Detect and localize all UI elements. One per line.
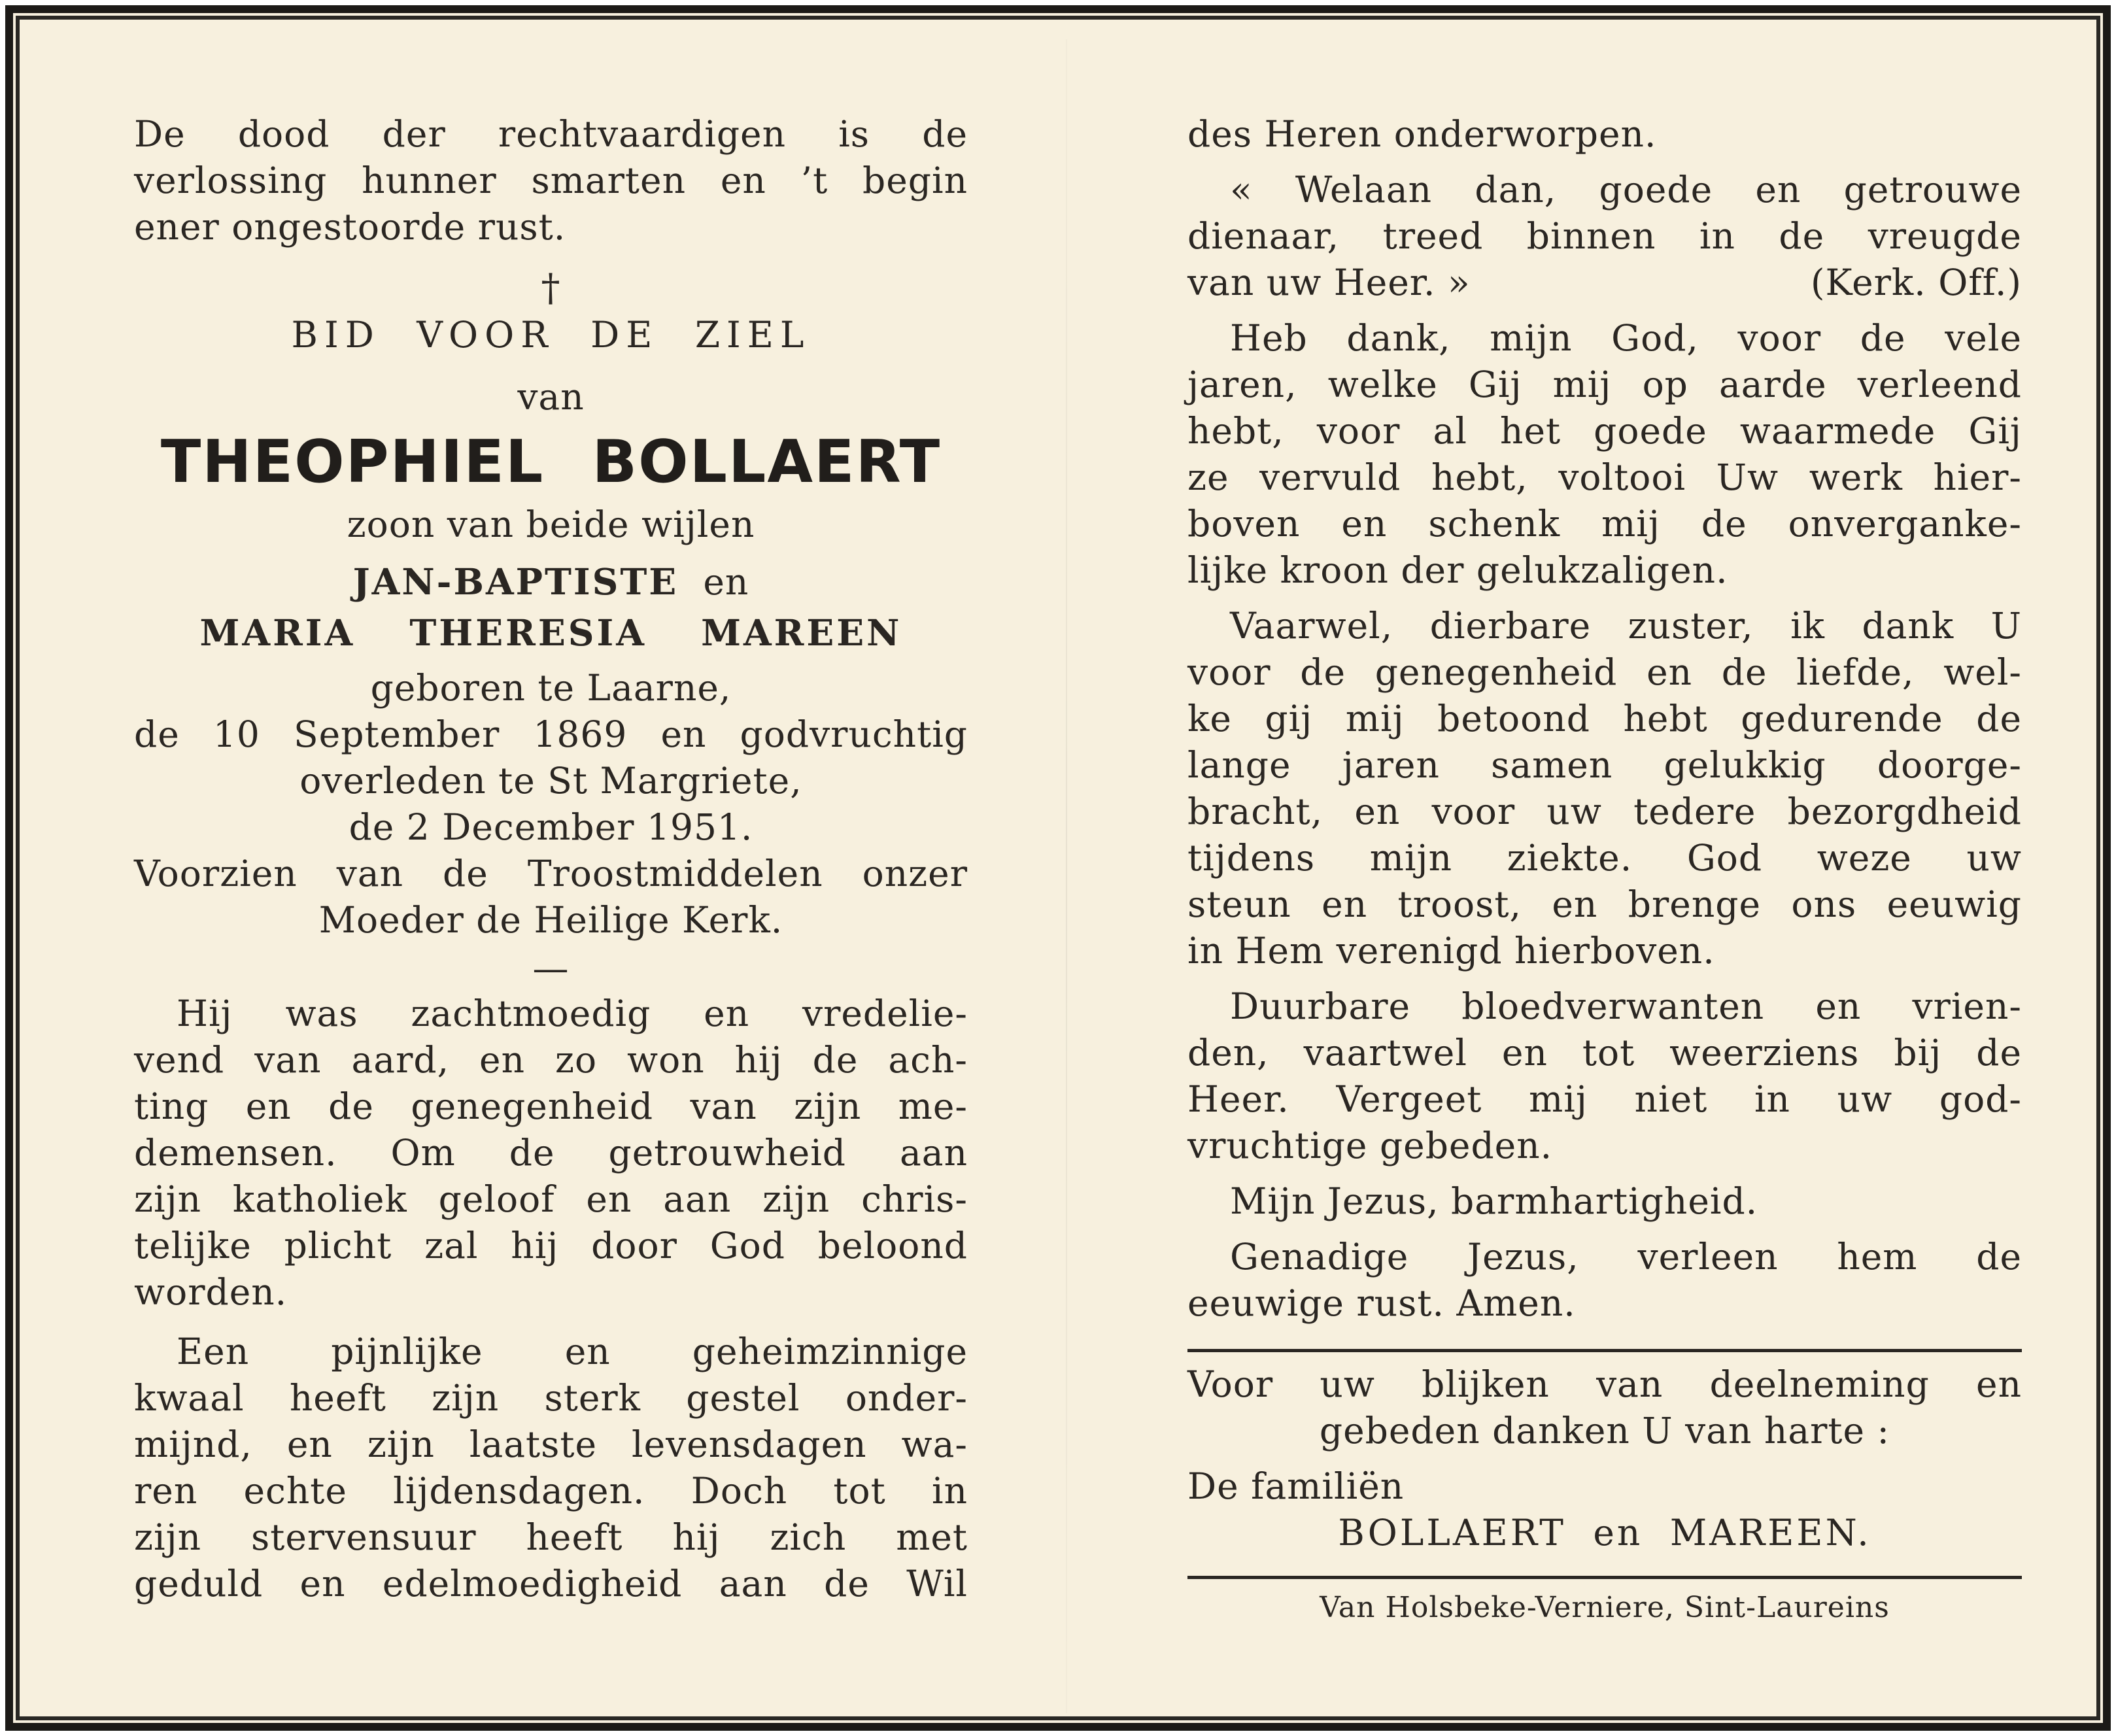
left-page: [134, 111, 968, 1607]
continuation-line: des Heren onderworpen.: [1187, 113, 1657, 155]
families-label: De familiën: [1187, 1465, 1405, 1507]
paragraph-relatives: Duurbare bloedverwanten en vrien- den, vaartwel en tot weerziens bij de Heer. Vergeet mij niet in uw god- vruchtige gebeden.: [1187, 985, 2022, 1166]
families-names: BOLLAERT en MAREEN.: [1338, 1512, 1871, 1554]
right-page: [1187, 111, 2022, 1627]
paragraph-illness: Een pijnlijke en geheimzinnige kwaal heeft zijn sterk gestel onder- mijnd, en zijn laatste levensdagen wa- ren echte lijdensdagen. Doch tot in zijn stervensuur heeft hij zich met geduld en edelmoedigheid aan de Wil: [134, 1331, 968, 1605]
van-label: van: [517, 376, 585, 418]
mother-name: MARIA THERESIA MAREEN: [199, 611, 902, 654]
paragraph-sister: Vaarwel, dierbare zuster, ik dank U voor de genegenheid en de liefde, wel- ke gij mij betoond hebt gedurende de lange jaren samen gelukkig doorge- bracht, en voor uw tedere bezorgdheid tijdens mijn ziekte. God weze uw steun en troost, en brenge ons eeuwig in Hem verenigd hierboven.: [1187, 605, 2022, 972]
divider-top: [1187, 1349, 2022, 1352]
birth-death-info: geboren te Laarne, de 10 September 1869 en godvruchtig overleden te St Margriete, de 2 December 1951. Voorzien van de Troostmiddelen onzer Moeder de Heilige Kerk.: [134, 667, 968, 941]
memorial-card: [5, 5, 2111, 1731]
parents-line-father: [134, 558, 968, 605]
quote-source: (Kerk. Off.): [1811, 262, 2022, 303]
printer-credit: Van Holsbeke-Verniere, Sint-Laureins: [1320, 1591, 1890, 1624]
card-fold-line: [1066, 39, 1067, 1713]
prayer-rest: Genadige Jezus, verleen hem de eeuwige rust. Amen.: [1187, 1236, 2022, 1324]
cross-icon: †: [541, 265, 561, 310]
divider-bottom: [1187, 1576, 2022, 1579]
father-name: JAN-BAPTISTE: [352, 560, 679, 603]
prayer-heading: BID VOOR DE ZIEL: [291, 314, 811, 356]
thanks-note: Voor uw blijken van deelneming en gebeden danken U van harte :: [1187, 1363, 2022, 1452]
paragraph-character: Hij was zachtmoedig en vredelie- vend van aard, en zo won hij de ach- ting en de genegenheid van zijn me- demensen. Om de getrouwheid aan zijn katholiek geloof en aan zijn chris- telijke plicht zal hij door God beloond worden.: [134, 993, 968, 1313]
section-dash: —: [532, 947, 570, 989]
intro-verse: De dood der rechtvaardigen is de verlossing hunner smarten en ’t begin ener ongestoorde rust.: [134, 113, 968, 248]
prayer-mercy: Mijn Jezus, barmhartigheid.: [1230, 1180, 1758, 1222]
scripture-quote: « Welaan dan, goede en getrouwe dienaar, treed binnen in de vreugde van uw Heer. » (Kerk. Off.): [1187, 167, 2022, 306]
quote-end: van uw Heer. »: [1187, 262, 1471, 303]
son-of-line: zoon van beide wijlen: [347, 503, 755, 545]
and-word: en: [703, 561, 749, 603]
paragraph-thanks-god: Heb dank, mijn God, voor de vele jaren, welke Gij mij op aarde verleend hebt, voor al het goede waarmede Gij ze vervuld hebt, voltooi Uw werk hier- boven en schenk mij de onverganke- lijke kroon der gelukzaligen.: [1187, 317, 2022, 591]
deceased-name: THEOPHIEL BOLLAERT: [160, 428, 942, 496]
